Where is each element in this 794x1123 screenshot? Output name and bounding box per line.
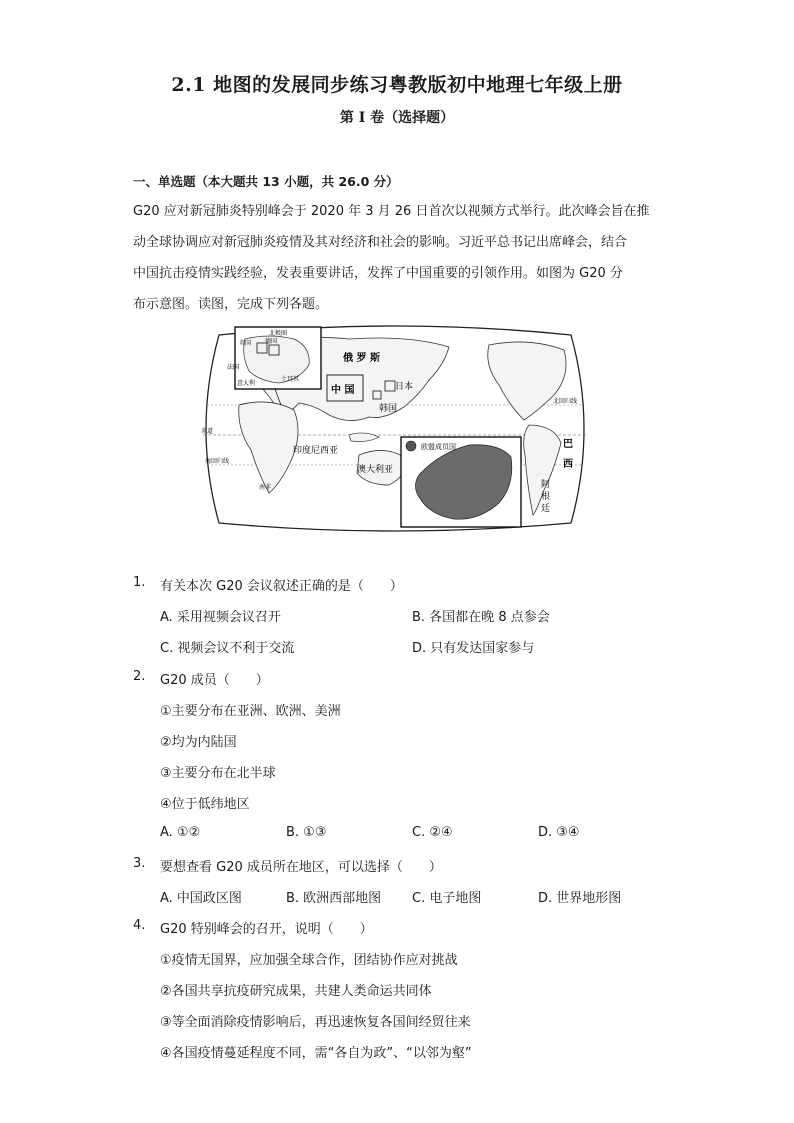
- map-label-north-pole: 北极圈: [269, 330, 288, 337]
- statement-4: ④位于低纬地区: [160, 797, 250, 812]
- question-stem: G20 成员（ ）: [160, 673, 269, 688]
- option-b[interactable]: B. ①③: [286, 825, 327, 840]
- question-number: 2.: [133, 669, 146, 684]
- passage-line: 中国抗击疫情实践经验，发表重要讲话，发挥了中国重要的引领作用。如图为 G20 分: [133, 266, 623, 281]
- map-label-south-africa: 南非: [259, 484, 272, 491]
- volume-subtitle: 第 I 卷（选择题）: [339, 110, 455, 126]
- section-heading: 一、单选题（本大题共 13 小题，共 26.0 分）: [133, 174, 399, 189]
- map-label-brazil-1: 巴: [563, 439, 573, 450]
- statement-1: ①疫情无国界，应加强全球合作，团结协作应对挑战: [160, 953, 458, 968]
- statement-1: ①主要分布在亚洲、欧洲、美洲: [160, 704, 341, 719]
- option-a[interactable]: A. 采用视频会议召开: [160, 610, 281, 625]
- option-c[interactable]: C. 视频会议不利于交流: [160, 641, 295, 656]
- question-number: 4.: [133, 918, 146, 933]
- statement-2: ②均为内陆国: [160, 735, 237, 750]
- map-label-germany: 德国: [265, 338, 278, 345]
- map-label-argentina-2: 根: [541, 492, 551, 502]
- statement-3: ③等全面消除疫情影响后，再迅速恢复各国间经贸往来: [160, 1015, 471, 1030]
- option-b[interactable]: B. 各国都在晚 8 点参会: [412, 610, 550, 625]
- map-label-equator: 赤道: [201, 428, 214, 435]
- option-d[interactable]: D. ③④: [538, 825, 580, 840]
- map-label-australia: 澳大利亚: [357, 465, 394, 475]
- g20-world-map: [199, 325, 591, 533]
- map-label-turkey: 土耳其: [281, 376, 300, 383]
- map-label-france: 法国: [227, 364, 240, 371]
- map-label-russia: 俄 罗 斯: [343, 353, 380, 364]
- map-label-indonesia: 印度尼西亚: [293, 446, 339, 456]
- passage-line: 布示意图。读图，完成下列各题。: [133, 297, 329, 312]
- passage: [133, 196, 661, 320]
- map-label-tropic-north: 北回归线: [553, 398, 578, 405]
- question-stem: 要想查看 G20 成员所在地区，可以选择（ ）: [160, 860, 442, 875]
- question-number: 3.: [133, 856, 146, 871]
- map-label-brazil-2: 西: [563, 459, 573, 470]
- map-label-eu: 欧盟成员国: [421, 443, 456, 451]
- statement-2: ②各国共享抗疫研究成果，共建人类命运共同体: [160, 984, 432, 999]
- option-a[interactable]: A. 中国政区图: [160, 891, 242, 906]
- map-label-argentina-1: 阿: [541, 480, 551, 490]
- option-c[interactable]: C. 电子地图: [412, 891, 482, 906]
- statement-3: ③主要分布在北半球: [160, 766, 276, 781]
- option-d[interactable]: D. 只有发达国家参与: [412, 641, 535, 656]
- option-c[interactable]: C. ②④: [412, 825, 453, 840]
- eu-flag-icon: [406, 441, 416, 451]
- option-b[interactable]: B. 欧洲西部地图: [286, 891, 382, 906]
- option-a[interactable]: A. ①②: [160, 825, 201, 840]
- map-label-china: 中 国: [331, 385, 355, 396]
- map-label-argentina-3: 廷: [541, 504, 551, 514]
- question-stem: 有关本次 G20 会议叙述正确的是（ ）: [160, 579, 403, 594]
- map-label-korea: 韩国: [379, 404, 398, 414]
- map-label-uk: 英国: [239, 340, 252, 347]
- page-title: 2.1 地图的发展同步练习粤教版初中地理七年级上册: [171, 74, 623, 96]
- passage-line: 动全球协调应对新冠肺炎疫情及其对经济和社会的影响。习近平总书记出席峰会，结合: [133, 235, 628, 250]
- question-stem: G20 特别峰会的召开，说明（ ）: [160, 922, 373, 937]
- question-number: 1.: [133, 575, 146, 590]
- option-d[interactable]: D. 世界地形图: [538, 891, 622, 906]
- statement-4: ④各国疫情蔓延程度不同，需“各自为政”、“以邻为壑”: [160, 1046, 472, 1061]
- passage-line: G20 应对新冠肺炎特别峰会于 2020 年 3 月 26 日首次以视频方式举行。此次峰会旨在推: [133, 204, 650, 219]
- map-label-tropic-south: 南回归线: [205, 458, 230, 465]
- map-label-italy: 意大利: [237, 380, 256, 387]
- map-label-japan: 日本: [395, 382, 414, 392]
